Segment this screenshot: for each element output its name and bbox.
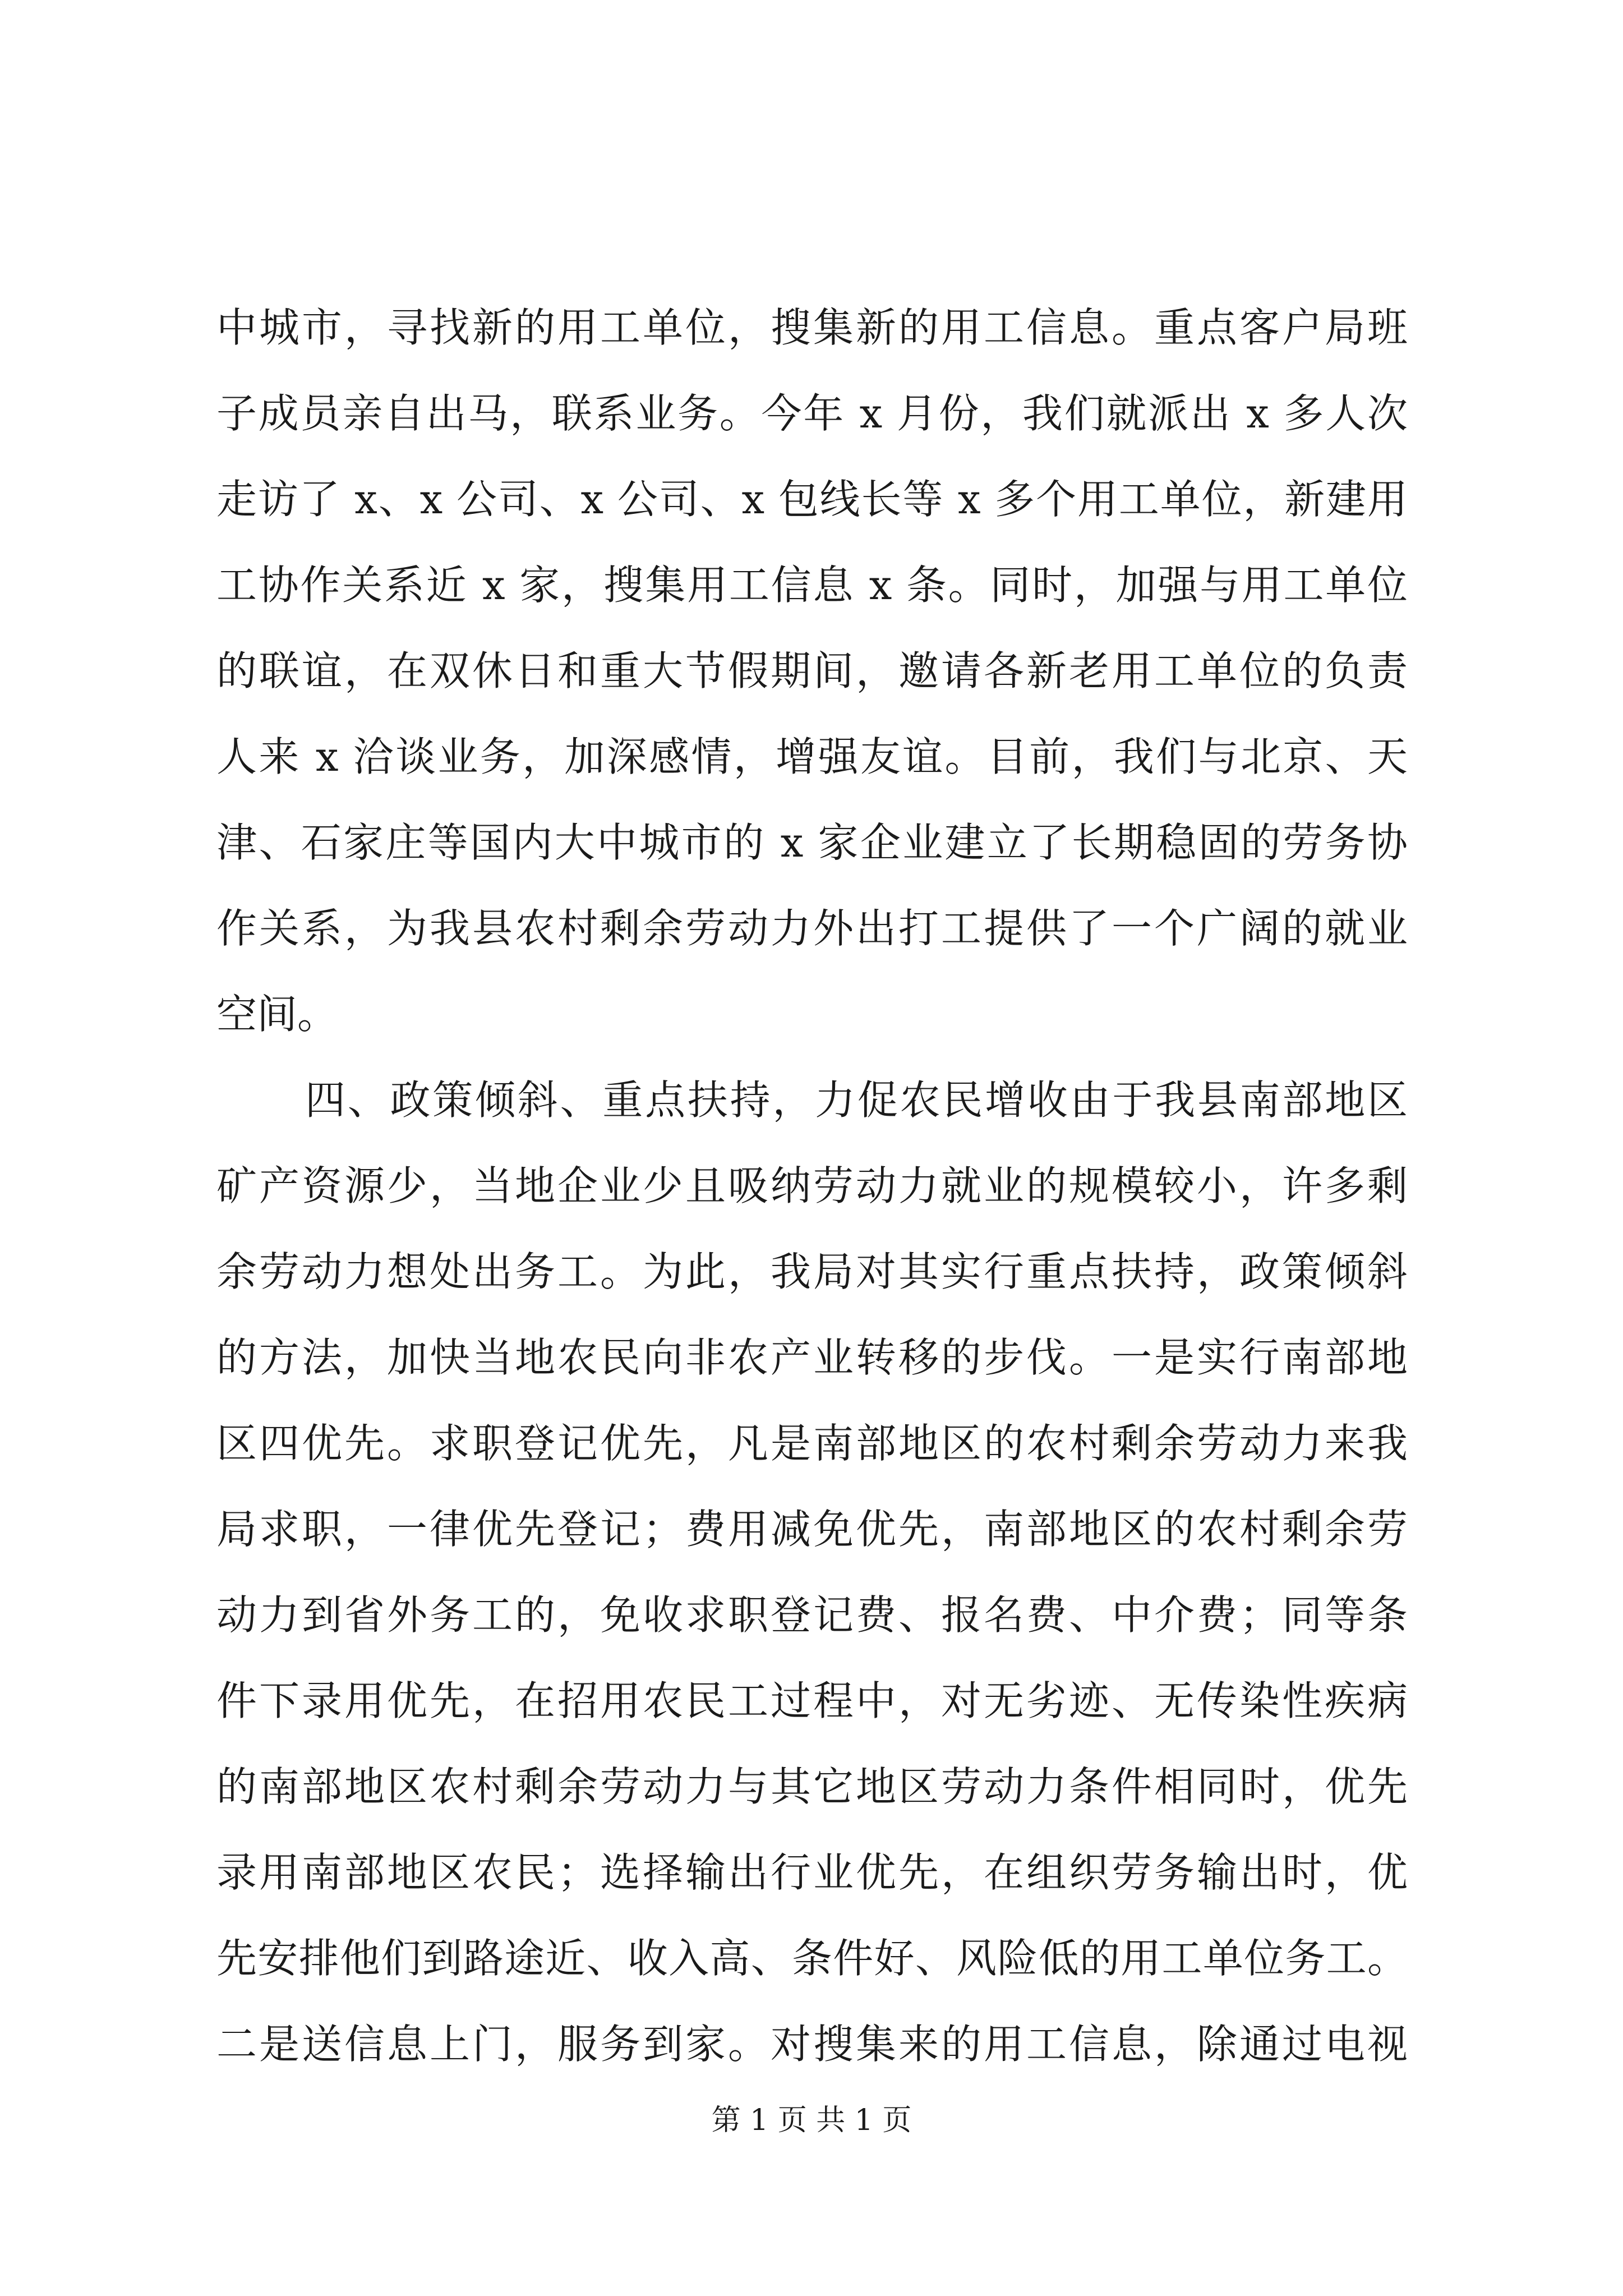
text-line: 中城市，寻找新的用工单位，搜集新的用工信息。重点客户局班 xyxy=(216,304,1408,351)
page-footer xyxy=(0,2101,1623,2140)
text-line: 余劳动力想处出务工。为此，我局对其实行重点扶持，政策倾斜 xyxy=(216,1248,1408,1295)
text-line: 的南部地区农村剩余劳动力与其它地区劳动力条件相同时，优先 xyxy=(216,1763,1408,1810)
text-line: 的联谊，在双休日和重大节假期间，邀请各新老用工单位的负责 xyxy=(216,647,1408,694)
text-line: 录用南部地区农民；选择输出行业优先，在组织劳务输出时，优 xyxy=(216,1849,1408,1896)
text-line: 走访了 x、x 公司、x 公司、x 包线长等 x 多个用工单位，新建用 xyxy=(216,476,1408,523)
text-line: 矿产资源少，当地企业少且吸纳劳动力就业的规模较小，许多剩 xyxy=(216,1162,1408,1209)
text-line: 动力到省外务工的，免收求职登记费、报名费、中介费；同等条 xyxy=(216,1591,1408,1639)
text-line: 子成员亲自出马，联系业务。今年 x 月份，我们就派出 x 多人次 xyxy=(216,390,1408,437)
text-line: 作关系，为我县农村剩余劳动力外出打工提供了一个广阔的就业 xyxy=(216,905,1408,952)
text-line: 的方法，加快当地农民向非农产业转移的步伐。一是实行南部地 xyxy=(216,1334,1408,1381)
text-line: 津、石家庄等国内大中城市的 x 家企业建立了长期稳固的劳务协 xyxy=(216,819,1408,866)
text-line: 工协作关系近 x 家，搜集用工信息 x 条。同时，加强与用工单位 xyxy=(216,562,1408,609)
text-line: 四、政策倾斜、重点扶持，力促农民增收由于我县南部地区 xyxy=(305,1076,1408,1124)
text-line: 二是送信息上门，服务到家。对搜集来的用工信息，除通过电视 xyxy=(216,2021,1408,2068)
text-line: 先安排他们到路途近、收入高、条件好、风险低的用工单位务工。 xyxy=(216,1935,1408,1982)
paragraph-2 xyxy=(216,1057,1408,2087)
paragraph-1 xyxy=(216,285,1408,1057)
text-line: 局求职，一律优先登记；费用减免优先，南部地区的农村剩余劳 xyxy=(216,1506,1408,1553)
text-line: 件下录用优先，在招用农民工过程中，对无劣迹、无传染性疾病 xyxy=(216,1677,1408,1724)
text-line: 空间。 xyxy=(216,991,338,1038)
document-body xyxy=(216,285,1408,2087)
text-line: 区四优先。求职登记优先，凡是南部地区的农村剩余劳动力来我 xyxy=(216,1420,1408,1467)
text-line: 人来 x 洽谈业务，加深感情，增强友谊。目前，我们与北京、天 xyxy=(216,733,1408,780)
page-number-label: 第 1 页 共 1 页 xyxy=(711,2104,912,2137)
